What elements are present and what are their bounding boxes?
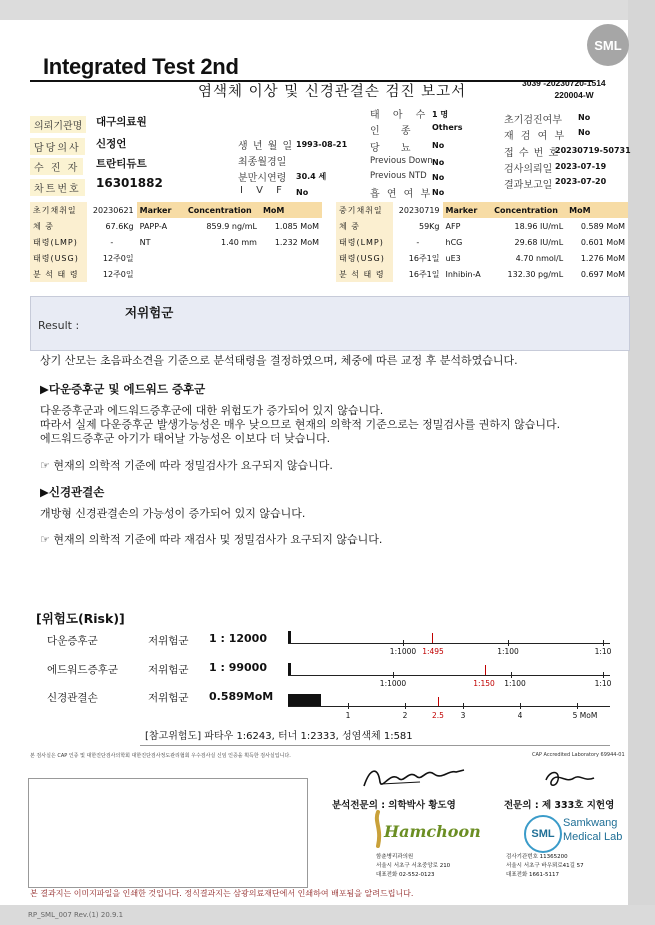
down-tick-10 [603, 640, 604, 646]
first-draw-label: 초기채취일 [30, 202, 87, 218]
edwards-label-cutoff: 1:150 [473, 679, 495, 688]
second-col-marker: Marker [443, 202, 492, 218]
second-usg-label: 태령(USG) [336, 250, 393, 266]
first-conc-nt: 1.40 mm [185, 234, 260, 250]
ntd-label-5: 5 MoM [572, 711, 598, 720]
down-cutoff-line [432, 633, 433, 643]
edwards-risk-axis [288, 675, 610, 676]
second-weight-value: 59Kg [393, 218, 442, 234]
risk-down-value: 1 : 12000 [209, 632, 267, 645]
report-date-value: 2023-07-20 [555, 177, 607, 186]
chart-number-label: 차트번호 [30, 179, 85, 196]
first-screen-label: 초기검진여부 [504, 115, 562, 126]
first-screen-value: No [578, 113, 591, 122]
down-label-10: 1:10 [594, 647, 612, 656]
risk-edwards-name: 에드워드증후군 [47, 664, 119, 676]
race-label: 인 종 [370, 126, 420, 137]
second-mom-afp: 0.589 MoM [566, 218, 628, 234]
second-marker-afp: AFP [443, 218, 492, 234]
first-weight-value: 67.6Kg [87, 218, 137, 234]
second-conc-inhibin: 132.30 pg/mL [491, 266, 566, 282]
edwards-cutoff-line [485, 665, 486, 675]
first-lmp-label: 태령(LMP) [30, 234, 87, 250]
patient-value: 트란티듀트 [96, 158, 147, 170]
hamchoon-tel: 대표전화 02-552-0123 [376, 872, 435, 878]
receipt-number-label: 접 수 번 호 [504, 148, 560, 159]
edwards-label-10: 1:10 [594, 679, 612, 688]
first-mom-nt: 1.232 MoM [260, 234, 322, 250]
down-label-1000: 1:1000 [389, 647, 417, 656]
age-value: 30.4 세 [296, 172, 327, 181]
fetus-count-label: 태 아 수 [370, 110, 431, 121]
patient-label: 수 진 자 [30, 158, 83, 175]
edwards-risk-marker [288, 663, 291, 675]
form-revision: RP_SML_007 Rev.(1) 20.9.1 [28, 911, 124, 919]
prev-ntd-label: Previous NTD [370, 171, 427, 181]
down-tick-100 [508, 640, 509, 646]
second-col-mom: MoM [566, 202, 628, 218]
sml-logo: SML [587, 24, 629, 66]
down-label-cutoff: 1:495 [422, 647, 444, 656]
risk-ntd-level: 저위험군 [148, 692, 189, 704]
report-title: Integrated Test 2nd [43, 54, 239, 79]
request-date-value: 2023-07-19 [555, 162, 607, 171]
second-col-concentration: Concentration [491, 202, 566, 218]
risk-edwards-level: 저위험군 [148, 664, 189, 676]
retest-label: 재 검 여 부 [504, 131, 567, 142]
first-col-marker: Marker [137, 202, 185, 218]
risk-down-name: 다운증후군 [47, 635, 98, 647]
samkwang-name2: Medical Lab [563, 831, 623, 843]
race-value: Others [432, 123, 463, 132]
expert-signature [540, 766, 600, 790]
ntd-note: ☞ 현재의 의학적 기준에 따라 재검사 및 정밀검사가 요구되지 않습니다. [40, 533, 383, 546]
risk-ntd-name: 신경관결손 [47, 692, 98, 704]
analysis-intro: 상기 산모는 초음파소견을 기준으로 분석태령을 결정하였으며, 체중에 따른 교정 후 분석하였습니다. [40, 354, 518, 367]
analyst-label: 분석전문의 : 의학박사 황도영 [332, 800, 456, 811]
first-marker-nt: NT [137, 234, 185, 250]
down-risk-marker [288, 631, 291, 643]
edwards-label-1000: 1:1000 [379, 679, 407, 688]
first-weight-label: 체 중 [30, 218, 87, 234]
hamchoon-address2: 서울시 서초구 서초중앙로 210 [376, 863, 451, 869]
first-draw-value: 20230621 [87, 202, 137, 218]
ntd-tick-2 [405, 703, 406, 709]
samkwang-logo: SML [524, 815, 562, 853]
top-band [0, 0, 655, 20]
down-risk-axis [288, 643, 610, 644]
reference-rule [140, 745, 610, 746]
reference-risk: [참고위험도] 파타우 1:6243, 터너 1:2333, 성염색체 1:581 [145, 731, 413, 742]
second-draw-value: 20230719 [393, 202, 442, 218]
prev-down-value: No [432, 158, 445, 167]
report-date-label: 결과보고일 [504, 180, 553, 191]
second-weight-label: 체 중 [336, 218, 393, 234]
risk-heading: [위험도(Risk)] [36, 611, 125, 626]
edwards-tick-10 [603, 672, 604, 678]
first-col-mom: MoM [260, 202, 322, 218]
first-usg-label: 태령(USG) [30, 250, 87, 266]
ntd-line1: 개방형 신경관결손의 가능성이 증가되어 있지 않습니다. [40, 507, 306, 520]
ntd-tick-1 [348, 703, 349, 709]
prev-ntd-value: No [432, 173, 445, 182]
lmp-label: 최종월경일 [238, 157, 287, 168]
chart-number-value: 16301882 [96, 176, 163, 190]
result-label: Result : [38, 319, 80, 332]
ntd-label-1: 1 [345, 711, 351, 720]
down-tick-1000 [403, 640, 404, 646]
second-trimester-table [336, 202, 628, 282]
fetus-count-value: 1 명 [432, 110, 449, 119]
down-label-100: 1:100 [497, 647, 519, 656]
ntd-tick-3 [463, 703, 464, 709]
first-conc-papp-a: 859.9 ng/mL [185, 218, 260, 234]
ntd-tick-5 [577, 703, 578, 709]
first-marker-papp-a: PAPP-A [137, 218, 185, 234]
down-edwards-heading: ▶다운증후군 및 에드워드 증후군 [40, 382, 206, 396]
second-lmp-label: 태령(LMP) [336, 234, 393, 250]
ntd-label-3: 3 [460, 711, 466, 720]
second-conc-hcg: 29.68 IU/mL [491, 234, 566, 250]
down-edwards-line3: 에드워드증후군 아기가 태어날 가능성은 이보다 더 낮습니다. [40, 432, 331, 445]
samkwang-address1: 검사기관번호 11365200 [506, 854, 568, 860]
ntd-label-2: 2 [402, 711, 408, 720]
prev-down-label: Previous Down [370, 156, 433, 166]
risk-ntd-value: 0.589MoM [209, 690, 274, 703]
edwards-tick-100 [511, 672, 512, 678]
second-ga-label: 분 석 태 령 [336, 266, 393, 282]
institution-value: 대구의료원 [96, 116, 147, 128]
first-usg-value: 12주0일 [87, 250, 137, 266]
dob-label: 생 년 월 일 [238, 141, 294, 152]
accreditation-note: 본 검사실은 CAP 인증 및 대한진단검사의학회 대한진단검사정도관리협회 우수검사실 신임 인증을 획득한 검사실입니다. [30, 753, 291, 759]
diabetes-value: No [432, 141, 445, 150]
second-mom-ue3: 1.276 MoM [566, 250, 628, 266]
samkwang-name: Samkwang [563, 817, 618, 829]
age-label: 분만시연령 [238, 173, 287, 184]
down-edwards-line1: 다운증후군과 에드워드증후군에 대한 위험도가 증가되어 있지 않습니다. [40, 404, 384, 417]
first-lmp-value: - [87, 234, 137, 250]
samkwang-address2: 서울시 서초구 바우뫼로41길 57 [506, 863, 584, 869]
ntd-cutoff-line [438, 697, 439, 706]
expert-label: 전문의 : 제 333호 지헌영 [504, 800, 615, 811]
document-number [522, 77, 606, 101]
risk-down-level: 저위험군 [148, 635, 189, 647]
down-edwards-note: ☞ 현재의 의학적 기준에 따라 정밀검사가 요구되지 않습니다. [40, 459, 333, 472]
receipt-number-value: 20230719-50731 [555, 146, 631, 155]
edwards-tick-1000 [393, 672, 394, 678]
result-value: 저위험군 [125, 305, 174, 320]
edwards-label-100: 1:100 [504, 679, 526, 688]
institution-label: 의뢰기관명 [30, 116, 86, 133]
request-date-label: 검사의뢰일 [504, 164, 553, 175]
second-ga-value: 16주1일 [393, 266, 442, 282]
right-band [628, 0, 655, 925]
document-number-line1: 3039 -20230720-1514 [522, 78, 606, 88]
first-ga-value: 12주0일 [87, 266, 137, 282]
ntd-label-4: 4 [517, 711, 523, 720]
samkwang-tel: 대표전화 1661-5117 [506, 872, 559, 878]
first-ga-label: 분 석 태 령 [30, 266, 87, 282]
footer-note: 본 결과지는 이미지파일을 인쇄한 것입니다. 정식결과지는 삼광의료재단에서 인쇄하여 배포됨을 알려드립니다. [30, 889, 414, 898]
first-col-concentration: Concentration [185, 202, 260, 218]
document-number-line2: 220004-W [554, 90, 594, 100]
second-conc-ue3: 4.70 nmol/L [491, 250, 566, 266]
second-draw-label: 중기채취일 [336, 202, 393, 218]
second-marker-inhibin: Inhibin-A [443, 266, 492, 282]
second-mom-inhibin: 0.697 MoM [566, 266, 628, 282]
doctor-label: 담당의사 [30, 138, 85, 155]
doctor-value: 신정언 [96, 138, 127, 150]
ivf-label: I V F [240, 185, 287, 196]
ntd-heading: ▶신경관결손 [40, 485, 105, 499]
smoking-label: 흡 연 여 부 [370, 189, 433, 200]
ivf-value: No [296, 188, 309, 197]
hamchoon-address1: 함춘병리과의원 [376, 854, 414, 860]
result-box [30, 296, 630, 351]
ntd-mom-axis [288, 706, 610, 707]
first-mom-papp-a: 1.085 MoM [260, 218, 322, 234]
ntd-label-cutoff: 2.5 [432, 711, 444, 720]
down-edwards-line2: 따라서 실제 다운증후군 발생가능성은 매우 낮으므로 현재의 의학적 기준으로는 정밀검사를 권하지 않습니다. [40, 418, 561, 431]
second-usg-value: 16주1일 [393, 250, 442, 266]
second-conc-afp: 18.96 IU/mL [491, 218, 566, 234]
dob-value: 1993-08-21 [296, 140, 348, 149]
hamchoon-name: Hamchoon [384, 822, 481, 841]
cap-number: CAP Accredited Laboratory 69944-01 [532, 752, 625, 758]
second-lmp-value: - [393, 234, 442, 250]
analyst-signature [360, 762, 470, 794]
risk-edwards-value: 1 : 99000 [209, 661, 267, 674]
second-marker-ue3: uE3 [443, 250, 492, 266]
report-subtitle: 염색체 이상 및 신경관결손 검진 보고서 [198, 84, 467, 100]
retest-value: No [578, 128, 591, 137]
first-trimester-table [30, 202, 322, 282]
ntd-tick-4 [520, 703, 521, 709]
diabetes-label: 당 뇨 [370, 143, 420, 154]
second-marker-hcg: hCG [443, 234, 492, 250]
second-mom-hcg: 0.601 MoM [566, 234, 628, 250]
smoking-value: No [432, 188, 445, 197]
ntd-mom-bar [288, 694, 321, 706]
blank-box [28, 778, 308, 888]
